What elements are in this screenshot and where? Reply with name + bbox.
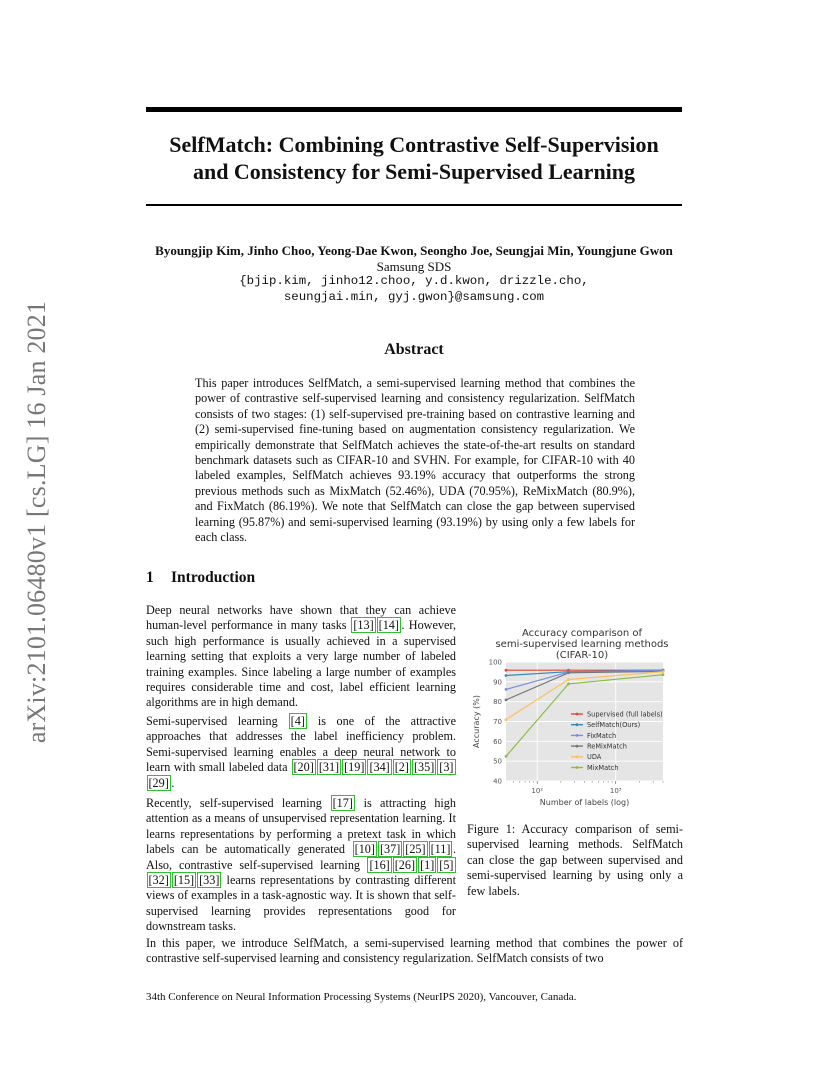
citation-link[interactable]: [13]	[353, 618, 374, 633]
x-axis-label: Number of labels (log)	[539, 798, 630, 807]
data-point	[567, 671, 570, 674]
paper-title	[146, 131, 682, 185]
citation-link[interactable]: [4]	[290, 714, 305, 728]
citation-link[interactable]: [17]	[332, 796, 353, 810]
data-point	[567, 683, 570, 686]
citation-link[interactable]: [14]	[378, 618, 399, 633]
title-rule-top	[146, 107, 682, 112]
legend-entry: UDA	[587, 753, 602, 762]
chart-title-line: Accuracy comparison of	[521, 628, 643, 639]
citation-link[interactable]: [31]	[318, 760, 340, 775]
intro-paragraph-3: Recently, self-supervised learning [17] is attracting high attention as a means of unsupervised representation learning. It learns representations by performing a pretext task in which labels can be automatically generated [10] [37] [25] [11] . Also, contrastive self-supervised learning [16] [26] [1] [5][32] [15] [33] learns representations by contrasting different views of examples in a task-agnostic way. It is shown that self-supervised learning provides representations good for downstream tasks.	[146, 796, 456, 934]
y-tick-label: 90	[493, 678, 502, 687]
citation-link[interactable]: [15]	[173, 873, 195, 888]
legend-marker	[576, 755, 579, 758]
email-line-1: {bjip.kim, jinho12.choo, y.d.kwon, drizzle.cho,	[239, 274, 589, 288]
x-tick-label: 10³	[609, 787, 622, 795]
legend-marker	[576, 723, 579, 726]
email-line-2: seungjai.min, gyj.gwon}@samsung.com	[283, 290, 545, 304]
title-line-1: SelfMatch: Combining Contrastive Self-Supervision	[169, 132, 659, 157]
citation-link[interactable]: [2]	[394, 760, 409, 775]
y-tick-label: 50	[493, 757, 502, 766]
legend-entry: FixMatch	[587, 731, 617, 740]
legend-marker	[576, 713, 579, 716]
citation-link[interactable]: [11]	[430, 842, 451, 857]
data-point	[662, 673, 665, 676]
data-point	[662, 670, 665, 673]
data-point	[505, 669, 508, 672]
y-tick-label: 80	[493, 698, 502, 707]
figure-caption: Figure 1: Accuracy comparison of semi-supervised learning methods. SelfMatch can close the gap between supervised and semi-supervised learning by using only a few labels.	[467, 822, 683, 898]
citation-link[interactable]: [32]	[148, 873, 169, 888]
abstract-heading: Abstract	[384, 341, 444, 358]
arxiv-watermark: arXiv:2101.06480v1 [cs.LG] 16 Jan 2021	[22, 300, 52, 744]
legend-entry: ReMixMatch	[587, 742, 627, 751]
citation-link[interactable]: [5]	[439, 857, 454, 872]
citation-link[interactable]: [37]	[379, 842, 401, 857]
conference-footer: 34th Conference on Neural Information Processing Systems (NeurIPS 2020), Vancouver, Canada.	[146, 991, 577, 1003]
x-tick-label: 10²	[531, 787, 544, 795]
intro-paragraph-4: In this paper, we introduce SelfMatch, a semi-supervised learning method that combines the power of contrastive self-supervised learning and consistency regularization. SelfMatch consists of two	[146, 936, 683, 966]
legend-entry: MixMatch	[587, 763, 619, 772]
affiliation: Samsung SDS	[376, 259, 452, 274]
y-tick-label: 70	[493, 718, 502, 726]
authors: Byoungjip Kim, Jinho Choo, Yeong-Dae Kwon, Seongho Joe, Seungjai Min, Youngjune Gwon	[155, 243, 673, 258]
citation-link[interactable]: [10]	[354, 842, 375, 857]
citation-link[interactable]: [26]	[394, 857, 416, 872]
legend-marker	[576, 734, 579, 737]
citation-link[interactable]: [25]	[405, 842, 426, 857]
abstract-text: This paper introduces SelfMatch, a semi-supervised learning method that combines the power of contrastive self-supervised learning and consistency regularization. SelfMatch consists of two stages: (1) self-supervised pre-training based on contrastive learning and (2) semi-supervised fine-tuning based on augmentation consistency regularization. We empirically demonstrate that SelfMatch achieves the state-of-the-art results on standard benchmark datasets such as CIFAR-10 and SVHN. For example, for CIFAR-10 with 40 labeled examples, SelfMatch achieves 93.19% accuracy that outperforms the strong previous methods such as MixMatch (52.46%), UDA (70.95%), ReMixMatch (80.9%), and FixMatch (86.19%). We note that SelfMatch can close the gap between supervised learning (95.87%) and semi-supervised learning (93.19%) by using only a few labels for each class.	[195, 376, 635, 545]
chart-title-line: (CIFAR-10)	[555, 650, 609, 661]
citation-link[interactable]: [34]	[369, 760, 390, 775]
intro-paragraph-2: Semi-supervised learning [4] is one of the attractive approaches that addresses the label inefficiency problem. Semi-supervised learning enables a deep neural network to learn with small labeled data [20] [31] [19] [34] [2] [35] [3][29] .	[146, 714, 456, 790]
section-number: 1	[146, 569, 154, 586]
title-line-2: and Consistency for Semi-Supervised Learning	[192, 159, 636, 184]
data-point	[505, 755, 508, 758]
citation-link[interactable]: [29]	[148, 775, 169, 790]
data-point	[505, 718, 508, 721]
y-tick-label: 60	[493, 737, 502, 746]
citation-link[interactable]: [19]	[344, 760, 365, 775]
legend-marker	[576, 745, 579, 748]
data-point	[505, 688, 508, 691]
title-rule-bottom	[146, 204, 682, 206]
accuracy-chart-svg	[465, 618, 687, 812]
citation-link[interactable]: [1]	[420, 857, 435, 872]
chart-title-line: semi-supervised learning methods	[495, 639, 669, 650]
intro-paragraph-1: Deep neural networks have shown that they can achieve human-level performance in many tasks [13] [14] . However, such high performance is usually achieved in a supervised learning setting that exploits a very large number of labeled training examples. Since labeling a large number of examples requires considerable time and cost, label efficient learning algorithms are in high demand.	[146, 603, 457, 710]
data-point	[505, 698, 508, 701]
email-block	[146, 273, 682, 305]
legend-entry: Supervised (full labels)	[587, 710, 663, 719]
citation-link[interactable]: [35]	[413, 760, 435, 775]
section-title: Introduction	[171, 569, 256, 586]
citation-link[interactable]: [33]	[199, 873, 220, 888]
section-heading	[146, 569, 255, 587]
y-tick-label: 100	[488, 658, 502, 667]
figure-1-chart	[465, 618, 687, 812]
y-tick-label: 40	[493, 777, 502, 786]
y-axis-label: Accuracy (%)	[472, 695, 481, 748]
legend-entry: SelfMatch(Ours)	[587, 721, 641, 730]
citation-link[interactable]: [3]	[439, 760, 454, 775]
legend-marker	[576, 766, 579, 769]
citation-link[interactable]: [20]	[293, 760, 314, 775]
citation-link[interactable]: [16]	[369, 857, 390, 872]
data-point	[567, 678, 570, 681]
data-point	[505, 674, 508, 677]
